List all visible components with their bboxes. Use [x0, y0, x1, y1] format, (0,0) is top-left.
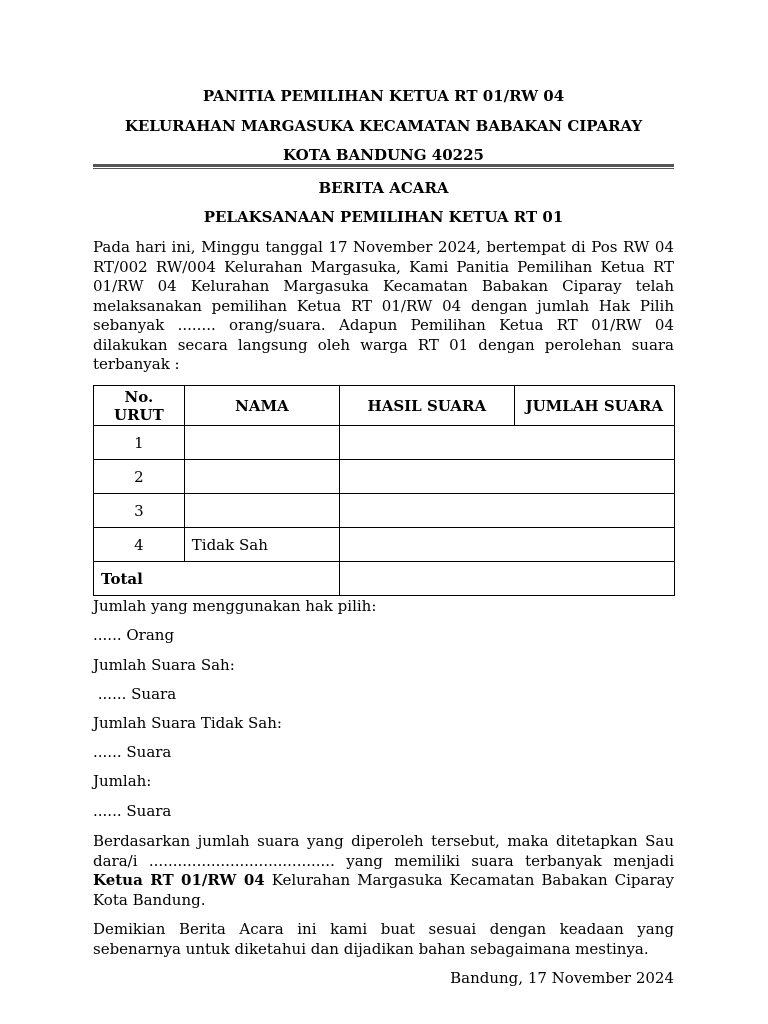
decision-position: Ketua RT 01/RW 04: [93, 871, 265, 889]
row-name: [184, 426, 339, 460]
table-header-row: [94, 386, 675, 426]
header-district: KELURAHAN MARGASUKA KECAMATAN BABAKAN CIPARAY: [124, 117, 643, 135]
decision-text: Berdasarkan jumlah suara yang diperoleh tersebut, maka ditetapkan Sau dara/i ....................................... yang memiliki suara terbanyak menjadi: [93, 832, 674, 870]
place-date: Bandung, 17 November 2024: [450, 969, 674, 987]
intro-paragraph: Pada hari ini, Minggu tanggal 17 November 2024, bertempat di Pos RW 04 RT/002 RW/004 Kelurahan Margasuka, Kami Panitia Pemilihan Ketua RT 01/RW 04 Kelurahan Margasuka Kecamatan Babakan Ciparay telah melaksanakan pemilihan Ketua RT 01/RW 04 dengan jumlah Hak Pilih sebanyak ........ orang/suara. Adapun Pemilihan Ketua RT 01/RW 04 dilakukan secara langsung oleh warga RT 01 dengan perolehan suara terbanyak :: [93, 238, 674, 373]
col-no-label: No.: [124, 387, 154, 406]
jumlah-label: Jumlah:: [93, 772, 152, 790]
total-label: Total: [94, 562, 340, 596]
table-row: [94, 460, 675, 494]
closing-paragraph: Demikian Berita Acara ini kami buat sesuai dengan keadaan yang sebenarnya untuk diketahui dan dijadikan bahan sebagaimana mestinya.: [93, 920, 674, 958]
row-name: [184, 494, 339, 528]
row-votes: [340, 460, 675, 494]
table-row: [94, 494, 675, 528]
row-votes: [340, 426, 675, 460]
suara-tidak-sah-value: ...... Suara: [93, 743, 172, 761]
total-votes: [340, 562, 675, 596]
suara-tidak-sah-label: Jumlah Suara Tidak Sah:: [93, 714, 282, 732]
row-votes: [340, 494, 675, 528]
col-jumlah-suara: JUMLAH SUARA: [514, 386, 675, 426]
header-city: KOTA BANDUNG 40225: [283, 146, 484, 164]
hak-pilih-label: Jumlah yang menggunakan hak pilih:: [93, 597, 377, 615]
row-number: 1: [94, 426, 185, 460]
suara-sah-value: ...... Suara: [93, 685, 177, 703]
col-nama: NAMA: [184, 386, 339, 426]
document-title: BERITA ACARA: [318, 179, 449, 197]
table-row: [94, 426, 675, 460]
col-urut-label: URUT: [113, 405, 164, 424]
col-hasil-suara: HASIL SUARA: [340, 386, 514, 426]
table-row: [94, 528, 675, 562]
row-number: 4: [94, 528, 185, 562]
table-total-row: [94, 562, 675, 596]
document-subtitle: PELAKSANAAN PEMILIHAN KETUA RT 01: [203, 208, 564, 226]
hak-pilih-value: ...... Orang: [93, 626, 175, 644]
col-no-urut: [94, 386, 185, 426]
row-number: 3: [94, 494, 185, 528]
jumlah-value: ...... Suara: [93, 802, 172, 820]
row-name: Tidak Sah: [184, 528, 339, 562]
header-divider-thin: [93, 168, 674, 169]
suara-sah-label: Jumlah Suara Sah:: [93, 656, 235, 674]
vote-table: [93, 385, 675, 596]
row-name: [184, 460, 339, 494]
row-number: 2: [94, 460, 185, 494]
row-votes: [340, 528, 675, 562]
header-divider-thick: [93, 164, 674, 167]
decision-location: Kelurahan Margasuka Kecamatan Babakan Ciparay Kota Bandung.: [93, 871, 674, 909]
decision-paragraph: [93, 832, 674, 910]
header-committee: PANITIA PEMILIHAN KETUA RT 01/RW 04: [202, 87, 565, 105]
